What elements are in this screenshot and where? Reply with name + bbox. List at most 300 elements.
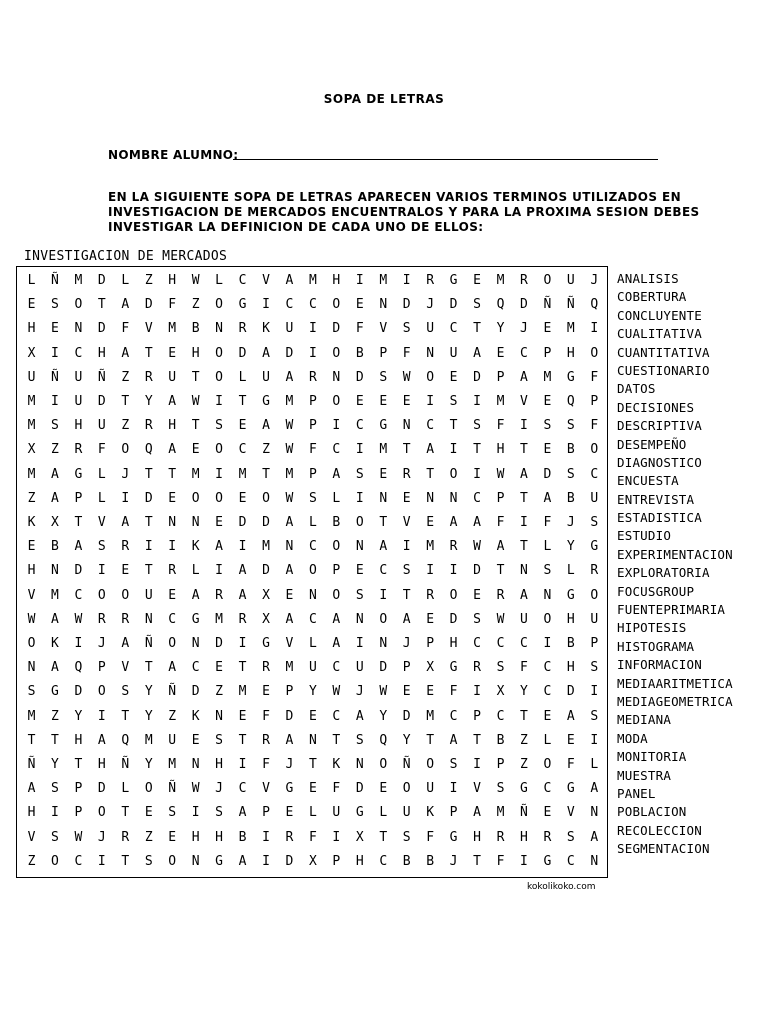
grid-letter: V (379, 321, 388, 337)
grid-letter: A (332, 611, 341, 627)
grid-letter: U (262, 369, 270, 385)
word-list-item: COBERTURA (617, 289, 687, 305)
grid-letter: S (402, 829, 411, 845)
grid-letter: E (402, 490, 411, 506)
grid-letter: P (449, 805, 458, 821)
grid-letter: L (27, 273, 36, 288)
grid-letter: C (520, 636, 528, 651)
grid-letter: O (590, 345, 599, 361)
grid-letter: O (449, 587, 458, 603)
grid-letter: H (97, 345, 106, 361)
grid-letter: N (191, 515, 200, 530)
grid-letter: T (121, 805, 130, 821)
grid-letter: A (543, 490, 552, 506)
grid-letter: F (426, 829, 435, 845)
grid-letter: L (97, 466, 106, 482)
grid-letter: F (520, 660, 528, 676)
grid-letter: D (97, 273, 106, 288)
grid-letter: L (543, 732, 552, 748)
grid-letter: L (238, 369, 247, 385)
grid-letter: I (355, 636, 364, 651)
grid-letter: O (449, 466, 458, 482)
grid-letter: Ñ (27, 757, 36, 772)
grid-letter: S (449, 394, 458, 409)
grid-letter: Q (590, 297, 599, 313)
grid-letter: T (97, 297, 106, 313)
grid-letter: M (496, 805, 505, 821)
grid-letter: A (285, 515, 294, 530)
grid-letter: P (74, 805, 83, 821)
grid-letter: I (379, 587, 388, 603)
grid-letter: X (262, 587, 270, 603)
grid-letter: U (426, 781, 435, 797)
grid-letter: T (191, 418, 200, 434)
grid-letter: B (332, 515, 341, 530)
grid-letter: H (520, 829, 528, 845)
grid-letter: O (215, 490, 223, 506)
grid-letter: G (449, 660, 458, 676)
grid-letter: Z (51, 708, 59, 724)
grid-letter: A (520, 587, 528, 603)
grid-letter: N (520, 563, 528, 579)
grid-letter: L (332, 490, 341, 506)
grid-letter: N (74, 321, 83, 337)
word-list-item: DESEMPEÑO (617, 436, 687, 452)
grid-letter: Z (191, 297, 200, 313)
grid-letter: L (308, 805, 317, 821)
grid-letter: L (566, 563, 575, 579)
grid-letter: A (262, 345, 270, 361)
grid-letter: C (308, 297, 317, 313)
grid-letter: A (51, 611, 59, 627)
grid-letter: V (97, 515, 106, 530)
grid-letter: Z (215, 684, 223, 700)
grid-letter: R (121, 539, 130, 555)
grid-letter: O (332, 297, 341, 313)
grid-letter: E (543, 442, 552, 458)
grid-letter: C (590, 466, 599, 482)
grid-letter: E (308, 781, 317, 797)
grid-letter: N (379, 297, 388, 313)
grid-letter: T (402, 587, 411, 603)
grid-letter: U (308, 660, 317, 676)
grid-letter: O (51, 853, 59, 869)
grid-letter: D (285, 853, 294, 869)
grid-letter: S (590, 708, 599, 724)
grid-letter: R (496, 829, 505, 845)
grid-letter: N (355, 611, 364, 627)
grid-letter: P (308, 466, 317, 482)
grid-letter: E (566, 732, 575, 748)
grid-letter: D (144, 297, 153, 313)
word-list-item: RECOLECCION (617, 822, 702, 838)
grid-letter: E (426, 684, 435, 700)
grid-letter: X (426, 660, 435, 676)
grid-letter: S (121, 684, 130, 700)
grid-letter: D (285, 345, 294, 361)
grid-letter: M (27, 394, 36, 409)
grid-letter: T (520, 708, 528, 724)
grid-letter: P (590, 394, 599, 409)
grid-letter: V (121, 660, 130, 676)
grid-letter: C (496, 636, 505, 651)
grid-letter: C (379, 563, 388, 579)
grid-letter: I (215, 466, 223, 482)
grid-letter: R (121, 829, 130, 845)
grid-letter: R (262, 732, 270, 748)
grid-letter: X (308, 853, 317, 869)
grid-letter: M (543, 369, 552, 385)
grid-letter: E (27, 297, 36, 313)
grid-letter: M (215, 611, 223, 627)
grid-letter: O (144, 781, 153, 797)
grid-letter: J (402, 636, 411, 651)
grid-letter: N (379, 636, 388, 651)
grid-letter: O (426, 757, 435, 772)
grid-letter: X (51, 515, 59, 530)
grid-letter: Ñ (520, 805, 528, 821)
grid-letter: L (590, 757, 599, 772)
grid-letter: J (449, 853, 458, 869)
grid-letter: R (426, 273, 435, 288)
grid-letter: W (27, 611, 36, 627)
grid-letter: P (402, 660, 411, 676)
grid-letter: R (74, 442, 83, 458)
grid-letter: R (402, 466, 411, 482)
grid-letter: W (74, 829, 83, 845)
grid-letter: E (238, 708, 247, 724)
grid-letter: N (355, 539, 364, 555)
grid-letter: C (74, 587, 83, 603)
grid-letter: R (426, 587, 435, 603)
grid-letter: F (543, 515, 552, 530)
grid-letter: U (144, 587, 153, 603)
grid-letter: I (590, 321, 599, 337)
grid-letter: F (590, 369, 599, 385)
grid-letter: S (215, 418, 223, 434)
grid-letter: A (473, 805, 481, 821)
grid-letter: C (379, 853, 388, 869)
grid-letter: S (543, 563, 552, 579)
grid-letter: S (51, 297, 59, 313)
grid-letter: W (74, 611, 83, 627)
grid-letter: I (238, 636, 247, 651)
grid-letter: E (215, 515, 223, 530)
grid-letter: I (520, 853, 528, 869)
grid-letter: E (473, 587, 481, 603)
grid-letter: F (168, 297, 177, 313)
grid-letter: Z (121, 418, 130, 434)
grid-letter: S (543, 418, 552, 434)
grid-letter: C (473, 490, 481, 506)
grid-letter: O (426, 369, 435, 385)
grid-letter: W (402, 369, 411, 385)
grid-letter: M (27, 466, 36, 482)
grid-letter: S (473, 611, 481, 627)
grid-letter: R (215, 587, 223, 603)
word-list-item: PANEL (617, 785, 656, 801)
grid-letter: O (543, 273, 552, 288)
grid-letter: I (355, 490, 364, 506)
grid-letter: T (379, 829, 388, 845)
grid-letter: C (238, 781, 247, 797)
grid-letter: R (473, 660, 481, 676)
grid-letter: H (566, 345, 575, 361)
grid-letter: A (51, 466, 59, 482)
grid-letter: R (97, 611, 106, 627)
grid-letter: Z (121, 369, 130, 385)
grid-letter: G (74, 466, 83, 482)
student-name-line (233, 159, 658, 160)
grid-letter: E (355, 394, 364, 409)
grid-letter: P (379, 345, 388, 361)
grid-letter: P (332, 563, 341, 579)
grid-letter: T (191, 369, 200, 385)
grid-letter: T (121, 853, 130, 869)
grid-letter: O (168, 636, 177, 651)
grid-letter: C (426, 418, 435, 434)
grid-letter: L (543, 539, 552, 555)
grid-letter: I (238, 757, 247, 772)
grid-letter: N (191, 757, 200, 772)
word-list-item: HIPOTESIS (617, 620, 687, 636)
grid-letter: V (402, 515, 411, 530)
grid-letter: F (590, 418, 599, 434)
grid-letter: S (473, 418, 481, 434)
grid-letter: H (191, 345, 200, 361)
grid-letter: R (168, 563, 177, 579)
grid-letter: N (355, 757, 364, 772)
grid-letter: F (496, 515, 505, 530)
grid-letter: S (566, 829, 575, 845)
grid-letter: E (51, 321, 59, 337)
grid-letter: M (262, 539, 270, 555)
grid-letter: E (191, 732, 200, 748)
grid-letter: O (332, 587, 341, 603)
grid-letter: Z (262, 442, 270, 458)
grid-letter: W (191, 781, 200, 797)
grid-letter: F (449, 684, 458, 700)
grid-letter: I (473, 466, 481, 482)
grid-letter: A (285, 732, 294, 748)
grid-letter: L (97, 490, 106, 506)
grid-letter: C (285, 297, 294, 313)
grid-letter: P (74, 781, 83, 797)
grid-letter: H (566, 660, 575, 676)
grid-letter: B (402, 853, 411, 869)
grid-letter: N (215, 321, 223, 337)
word-list-item: DECISIONES (617, 399, 695, 415)
grid-letter: T (144, 515, 153, 530)
grid-letter: F (355, 321, 364, 337)
grid-letter: L (308, 515, 317, 530)
word-list (617, 270, 767, 859)
grid-letter: D (402, 297, 411, 313)
grid-letter: A (74, 539, 83, 555)
grid-letter: Y (74, 708, 83, 724)
grid-letter: E (191, 442, 200, 458)
grid-letter: C (332, 660, 341, 676)
grid-letter: V (27, 587, 36, 603)
grid-letter: E (285, 805, 294, 821)
grid-letter: Q (74, 660, 83, 676)
grid-letter: O (332, 394, 341, 409)
instructions-line: INVESTIGAR LA DEFINICION DE CADA UNO DE ELLOS: (108, 220, 484, 234)
grid-letter: D (262, 515, 270, 530)
word-list-item: MEDIAGEOMETRICA (617, 693, 733, 709)
grid-letter: P (332, 853, 341, 869)
grid-letter: R (590, 563, 599, 579)
grid-letter: C (238, 273, 247, 288)
grid-letter: T (27, 732, 36, 748)
grid-letter: H (449, 636, 458, 651)
grid-letter: E (238, 490, 247, 506)
grid-letter: D (473, 563, 481, 579)
grid-letter: G (590, 539, 599, 555)
grid-letter: I (449, 781, 458, 797)
grid-letter: D (238, 515, 247, 530)
grid-letter: I (191, 805, 200, 821)
grid-letter: A (238, 853, 247, 869)
grid-letter: I (215, 563, 223, 579)
grid-letter: I (74, 636, 83, 651)
grid-letter: C (543, 684, 552, 700)
instructions-line: EN LA SIGUIENTE SOPA DE LETRAS APARECEN VARIOS TERMINOS UTILIZADOS EN (108, 190, 682, 204)
grid-letter: Ñ (168, 684, 177, 700)
grid-letter: I (121, 490, 130, 506)
grid-letter: D (473, 369, 481, 385)
grid-letter: R (520, 273, 528, 288)
grid-letter: T (168, 466, 177, 482)
grid-letter: S (97, 539, 106, 555)
grid-letter: I (97, 563, 106, 579)
grid-letter: J (215, 781, 223, 797)
grid-letter: P (285, 684, 294, 700)
grid-letter: A (238, 805, 247, 821)
grid-letter: N (191, 853, 200, 869)
grid-letter: U (590, 611, 599, 627)
grid-letter: V (262, 273, 270, 288)
word-list-item: INFORMACION (617, 657, 702, 673)
grid-letter: S (379, 369, 388, 385)
grid-letter: O (215, 369, 223, 385)
grid-letter: S (355, 587, 364, 603)
grid-letter: O (121, 442, 130, 458)
grid-letter: O (74, 297, 83, 313)
grid-letter: A (520, 466, 528, 482)
grid-letter: D (97, 321, 106, 337)
grid-letter: U (355, 660, 364, 676)
word-list-item: CUESTIONARIO (617, 362, 710, 378)
grid-letter: T (379, 515, 388, 530)
grid-letter: G (262, 394, 270, 409)
grid-letter: V (27, 829, 36, 845)
grid-letter: S (566, 466, 575, 482)
grid-letter: M (426, 708, 435, 724)
grid-letter: D (262, 563, 270, 579)
grid-letter: V (262, 781, 270, 797)
grid-letter: D (74, 684, 83, 700)
grid-letter: E (426, 611, 435, 627)
grid-letter: O (379, 611, 388, 627)
grid-letter: S (402, 321, 411, 337)
grid-letter: U (402, 805, 411, 821)
grid-letter: P (74, 490, 83, 506)
grid-letter: N (590, 853, 599, 869)
grid-letter: P (473, 708, 481, 724)
grid-letter: J (121, 466, 130, 482)
grid-letter: E (355, 297, 364, 313)
grid-letter: R (308, 369, 317, 385)
grid-letter: K (332, 757, 341, 772)
word-list-item: POBLACION (617, 804, 687, 820)
grid-letter: W (332, 684, 341, 700)
grid-letter: S (144, 853, 153, 869)
grid-letter: I (168, 539, 177, 555)
grid-letter: E (379, 394, 388, 409)
word-list-item: ESTADISTICA (617, 510, 702, 526)
grid-letter: M (238, 466, 247, 482)
grid-letter: K (51, 636, 59, 651)
word-list-item: DATOS (617, 381, 656, 397)
word-list-item: DIAGNOSTICO (617, 454, 702, 470)
grid-letter: M (191, 466, 200, 482)
grid-letter: G (285, 781, 294, 797)
grid-letter: E (121, 563, 130, 579)
grid-letter: D (238, 345, 247, 361)
grid-letter: M (285, 660, 294, 676)
grid-letter: H (496, 442, 505, 458)
grid-letter: O (121, 587, 130, 603)
grid-letter: I (426, 563, 435, 579)
word-list-item: DESCRIPTIVA (617, 418, 702, 434)
grid-letter: T (308, 757, 317, 772)
grid-letter: Q (566, 394, 575, 409)
grid-letter: O (590, 442, 599, 458)
grid-letter: L (215, 273, 223, 288)
grid-letter: G (355, 805, 364, 821)
grid-letter: Ñ (97, 369, 106, 385)
grid-letter: T (121, 394, 130, 409)
grid-letter: T (426, 732, 435, 748)
word-list-item: CUALITATIVA (617, 326, 702, 342)
grid-letter: S (51, 829, 59, 845)
grid-letter: A (473, 515, 481, 530)
grid-letter: Y (496, 321, 505, 337)
grid-letter: L (308, 636, 317, 651)
word-list-item: FOCUSGROUP (617, 583, 695, 599)
grid-letter: Y (51, 757, 59, 772)
grid-letter: B (496, 732, 505, 748)
grid-letter: N (51, 563, 59, 579)
grid-letter: V (520, 394, 528, 409)
grid-letter: C (168, 611, 177, 627)
grid-letter: I (449, 563, 458, 579)
grid-letter: H (74, 418, 83, 434)
grid-letter: Y (144, 757, 153, 772)
grid-letter: N (191, 636, 200, 651)
grid-letter: G (566, 369, 575, 385)
grid-letter: A (121, 345, 130, 361)
grid-letter: T (121, 708, 130, 724)
grid-letter: R (144, 418, 153, 434)
grid-letter: F (566, 757, 575, 772)
grid-letter: A (168, 660, 177, 676)
grid-letter: S (215, 732, 223, 748)
grid-letter: S (590, 515, 599, 530)
grid-letter: C (543, 781, 552, 797)
grid-letter: D (74, 563, 83, 579)
